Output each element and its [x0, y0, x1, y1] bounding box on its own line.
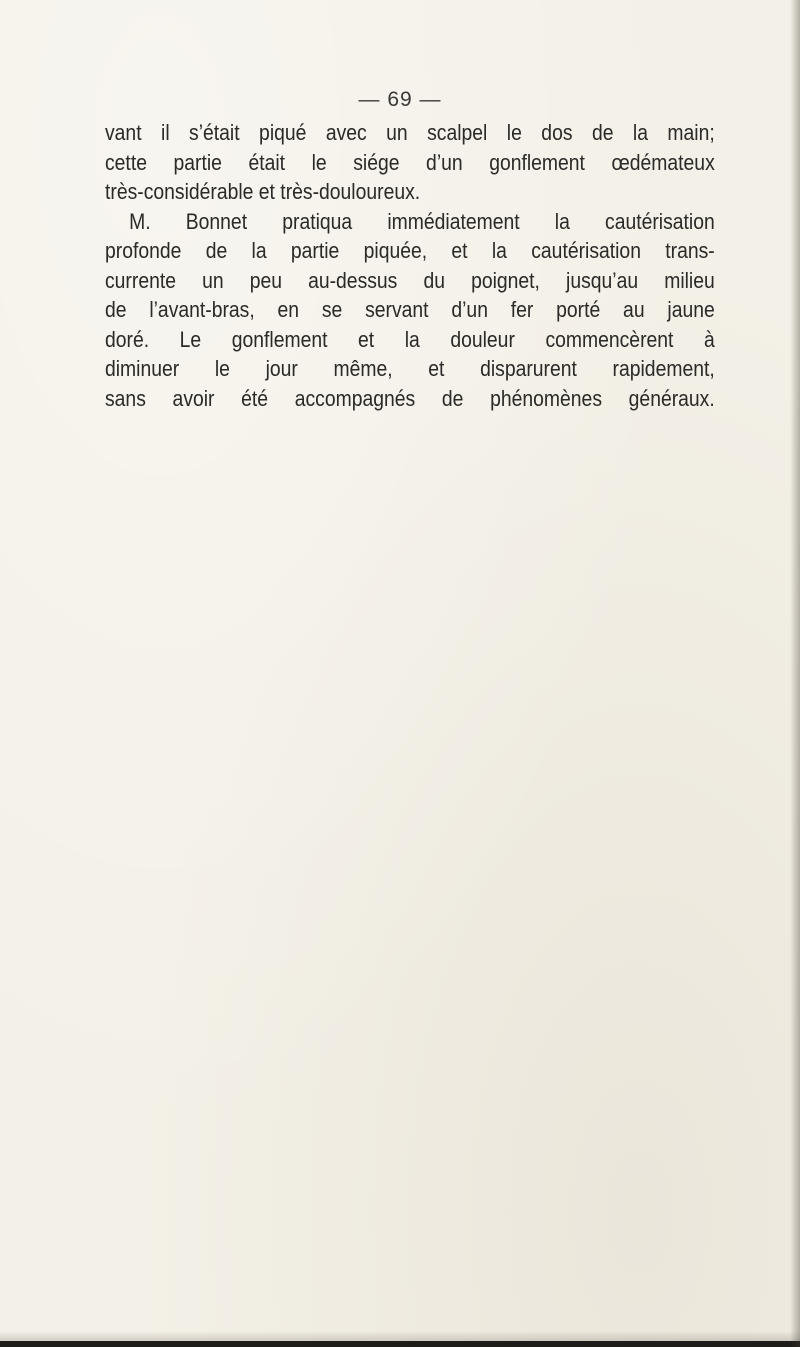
page-right-edge — [790, 0, 800, 1347]
text-line: doré. Le gonflement et la douleur commencèrent à — [105, 326, 715, 352]
body-text — [105, 118, 715, 413]
text-line: cette partie était le siége d’un gonflement œdémateux — [105, 149, 715, 175]
text-line: diminuer le jour même, et disparurent rapidement, — [105, 356, 715, 381]
text-line: M. Bonnet pratiqua immédiatement la cautérisation — [129, 208, 715, 234]
text-line: très-considérable et très-douloureux. — [105, 179, 421, 204]
text-line: currente un peu au-dessus du poignet, jusqu’au milieu — [105, 267, 715, 293]
text-line: sans avoir été accompagnés de phénomènes généraux. — [105, 385, 715, 411]
page-bottom-edge — [0, 1341, 800, 1347]
text-line: vant il s’était piqué avec un scalpel le dos de la main; — [105, 120, 715, 145]
page-bottom-shadow — [0, 1331, 800, 1341]
page-number: — 69 — — [358, 88, 442, 111]
text-line: profonde de la partie piquée, et la cautérisation trans- — [105, 238, 715, 263]
text-line: de l’avant-bras, en se servant d’un fer porté au jaune — [105, 297, 715, 322]
